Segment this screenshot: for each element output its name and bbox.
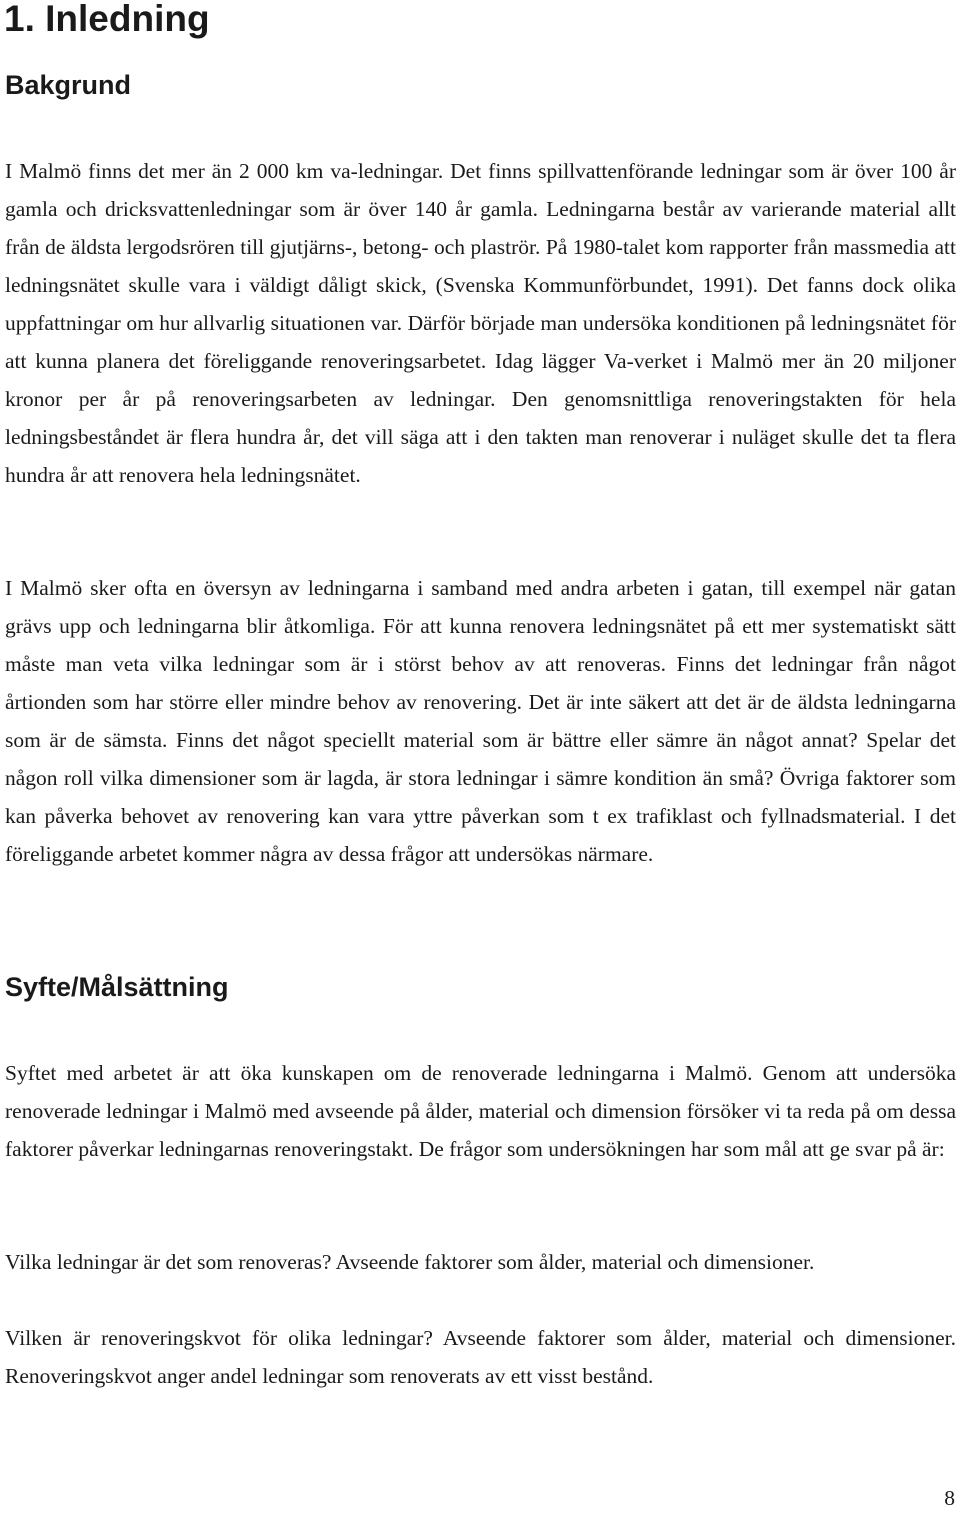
- paragraph-bakgrund-2: I Malmö sker ofta en översyn av ledningarna i samband med andra arbeten i gatan, till exempel när gatan grävs upp och ledningarna blir åtkomliga. För att kunna renovera ledningsnätet på ett mer systematiskt sätt måste man veta vilka ledningar som är i störst behov av att renoveras. Finns det ledningar från något årtionden som har större eller mindre behov av renovering. Det är inte säkert att det är de äldsta ledningarna som är de sämsta. Finns det något speciellt material som är bättre eller sämre än något annat? Spelar det någon roll vilka dimensioner som är lagda, är stora ledningar i sämre kondition än små? Övriga faktorer som kan påverka behovet av renovering kan vara yttre påverkan som t ex trafiklast och fyllnadsmaterial. I det föreliggande arbetet kommer några av dessa frågor att undersökas närmare.: [5, 576, 956, 866]
- paragraph-bakgrund-1: I Malmö finns det mer än 2 000 km va-ledningar. Det finns spillvattenförande ledningar som är över 100 år gamla och dricksvattenledningar som är över 140 år gamla. Ledningarna består av varierande material allt från de äldsta lergodsrören till gjutjärns-, betong- och plaströr. På 1980-talet kom rapporter från massmedia att ledningsnätet skulle vara i väldigt dåligt skick, (Svenska Kommunförbundet, 1991). Det fanns dock olika uppfattningar om hur allvarlig situationen var. Därför började man undersöka konditionen på ledningsnätet för att kunna planera det föreliggande renoveringsarbetet. Idag lägger Va-verket i Malmö mer än 20 miljoner kronor per år på renoveringsarbeten av ledningar. Den genomsnittliga renoveringstakten för hela ledningsbeståndet är flera hundra år, det vill säga att i den takten man renoverar i nuläget skulle det ta flera hundra år att renovera hela ledningsnätet.: [5, 159, 956, 487]
- section-heading-syfte: Syfte/Målsättning: [5, 972, 229, 1002]
- paragraph-syfte-1: Syftet med arbetet är att öka kunskapen om de renoverade ledningarna i Malmö. Genom att undersöka renoverade ledningar i Malmö med avseende på ålder, material och dimension försöker vi ta reda på om dessa faktorer påverkar ledningarnas renoveringstakt. De frågor som undersökningen har som mål att ge svar på är:: [5, 1061, 956, 1161]
- page-number: 8: [944, 1486, 955, 1510]
- question-item-2: Vilken är renoveringskvot för olika ledningar? Avseende faktorer som ålder, material och dimensioner. Renoveringskvot anger andel ledningar som renoverats av ett visst bestånd.: [5, 1326, 956, 1388]
- section-heading-bakgrund: Bakgrund: [5, 70, 132, 100]
- question-item-1: Vilka ledningar är det som renoveras? Avseende faktorer som ålder, material och dimensioner.: [5, 1250, 815, 1274]
- chapter-title: 1. Inledning: [4, 0, 210, 39]
